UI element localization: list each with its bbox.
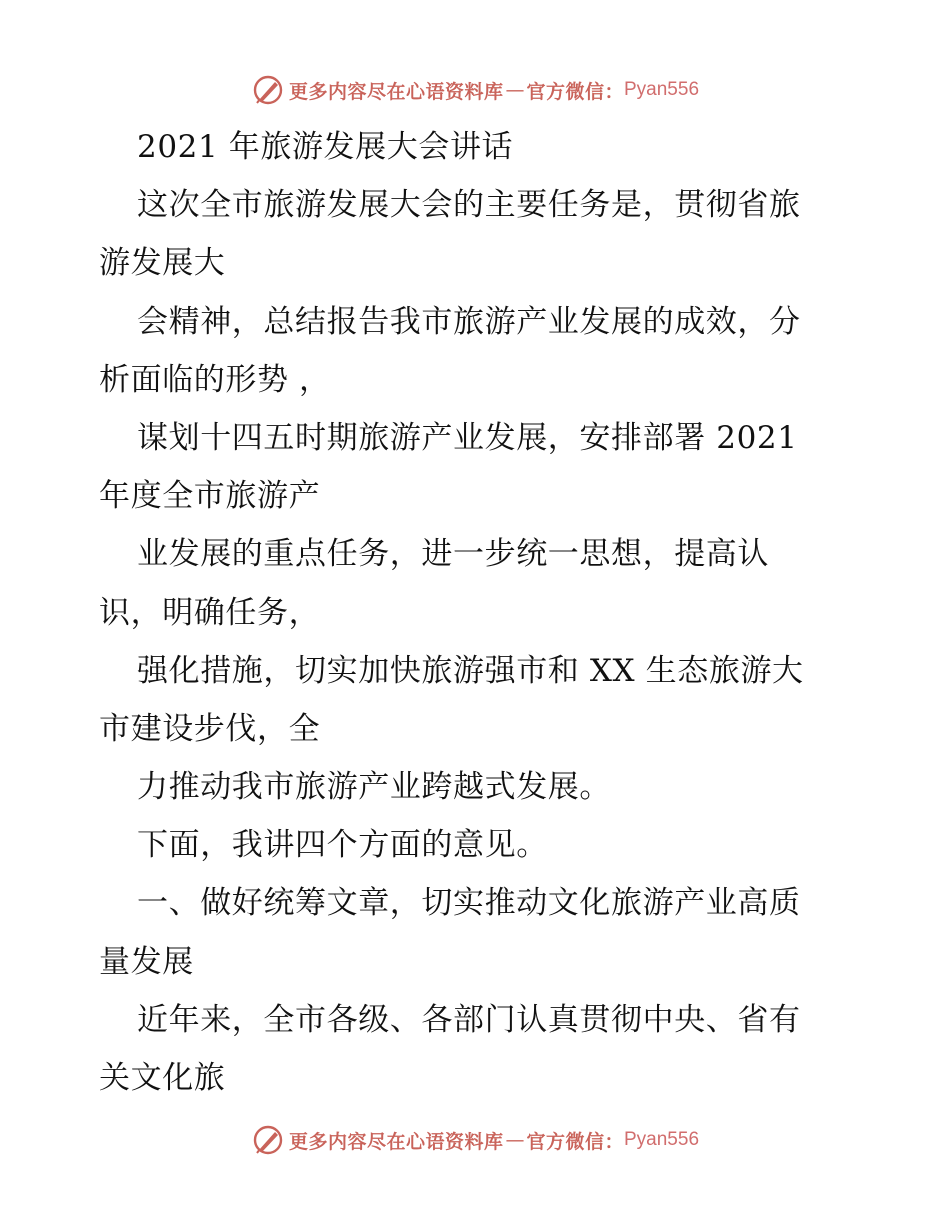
text-line: 近年来，全市各级、各部门认真贯彻中央、省有 xyxy=(137,1001,801,1038)
text-line: 强化措施，切实加快旅游强市和 XX 生态旅游大 xyxy=(137,652,804,689)
text-line: 关文化旅 xyxy=(99,1060,226,1096)
header-watermark-banner xyxy=(0,70,950,110)
document-body xyxy=(99,118,859,1107)
text-line: 识，明确任务， xyxy=(99,594,321,631)
text-line: 会精神，总结报告我市旅游产业发展的成效，分 xyxy=(137,303,801,340)
text-line: 下面，我讲四个方面的意见。 xyxy=(137,827,548,864)
text-line: 年度全市旅游产 xyxy=(99,478,321,515)
section-heading: 一、做好统筹文章，切实推动文化旅游产业高质 xyxy=(137,885,801,922)
banner-site-text: 更多内容尽在心语资料库 xyxy=(288,80,504,103)
text-line: 这次全市旅游发展大会的主要任务是，贯彻省旅 xyxy=(137,187,801,224)
text-line: 游发展大 xyxy=(99,245,226,282)
banner-site-text: 更多内容尽在心语资料库 xyxy=(288,1130,504,1153)
banner-wechat-id: Pyan556 xyxy=(624,1129,700,1150)
text-line: 市建设步伐，全 xyxy=(99,710,321,747)
document-title: 2021 年旅游发展大会讲话 xyxy=(137,129,514,165)
banner-dash: — xyxy=(505,79,525,101)
footer-watermark-banner xyxy=(0,1120,950,1160)
text-line: 力推动我市旅游产业跨越式发展。 xyxy=(137,769,611,806)
quill-pen-circle-icon xyxy=(251,1123,285,1157)
text-line: 谋划十四五时期旅游产业发展，安排部署 2021 xyxy=(137,419,798,456)
text-line: 业发展的重点任务，进一步统一思想，提高认 xyxy=(137,536,769,573)
text-line: 析面临的形势 ， xyxy=(99,361,331,398)
banner-dash: — xyxy=(505,1129,525,1151)
quill-pen-circle-icon xyxy=(251,73,285,107)
banner-wechat-label: 官方微信： xyxy=(526,80,624,103)
banner-wechat-id: Pyan556 xyxy=(624,79,700,100)
banner-wechat-label: 官方微信： xyxy=(526,1130,624,1153)
section-heading-cont: 量发展 xyxy=(99,943,194,980)
